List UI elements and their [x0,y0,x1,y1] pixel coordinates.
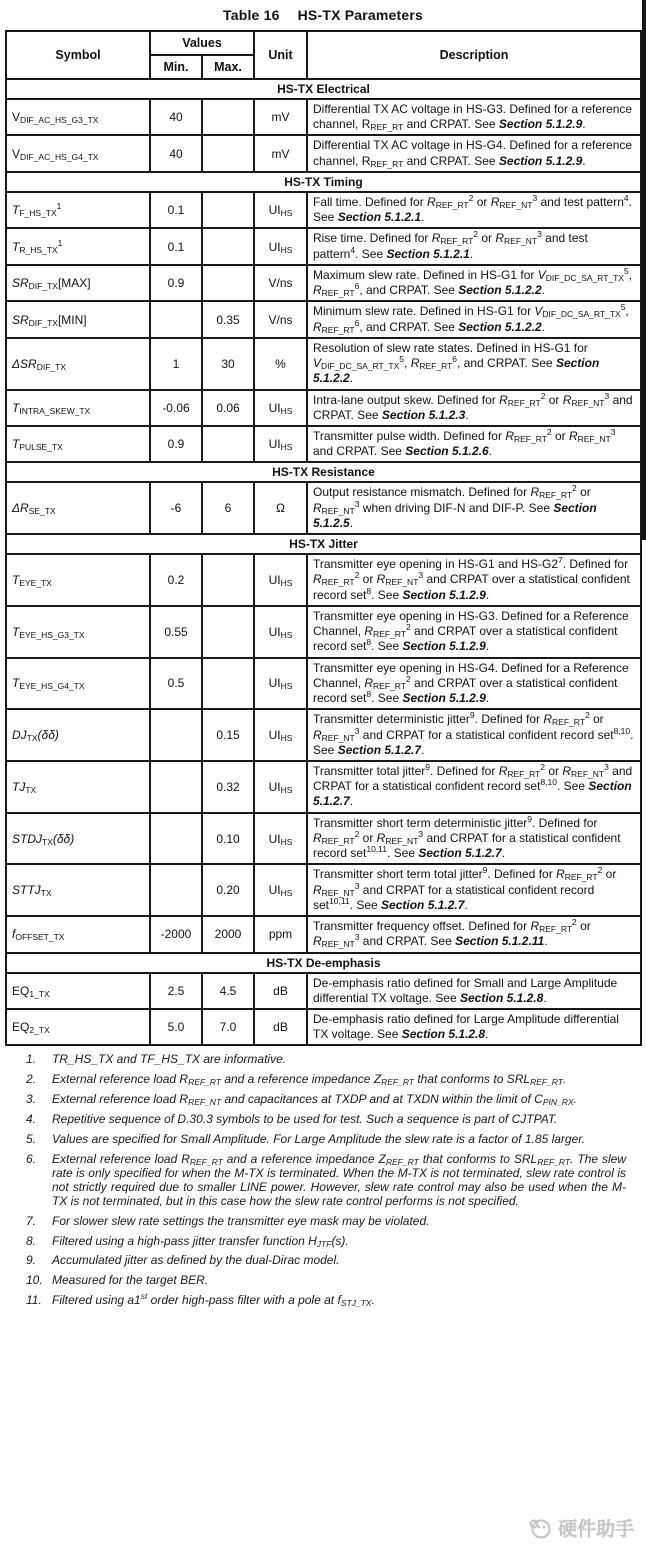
footnote-number: 9. [26,1253,37,1268]
footnote-number: 8. [26,1233,37,1248]
unit-cell: $UI_{HS}$ [254,192,307,228]
description-cell: Transmitter frequency offset. Defined for $R_{REF\_RT}^2$ or $R_{REF\_NT}^3$ and CRPAT. See Section 5.1.2.11. [307,916,641,952]
min-cell [150,301,202,337]
param-row [6,813,641,865]
symbol-cell: $T_{EYE\_HS\_G3\_TX}$ [6,606,150,658]
min-cell [150,709,202,761]
unit-cell: $UI_{HS}$ [254,813,307,865]
unit-cell: dB [254,1009,307,1045]
description-cell: Fall time. Defined for $R_{REF\_RT}^2$ or $R_{REF\_NT}^3$ and test pattern$^4$. See Section 5.1.2.1. [307,192,641,228]
description-cell: Transmitter deterministic jitter$^9$. Defined for $R_{REF\_RT}^2$ or $R_{REF\_NT}^3$ and CRPAT for a statistical confident record set$^{8,10}$. See Section 5.1.2.7. [307,709,641,761]
unit-cell: V/ns [254,265,307,301]
column-header-min: Min. [150,55,202,79]
param-row [6,973,641,1009]
max-cell: 0.15 [202,709,254,761]
max-cell: 4.5 [202,973,254,1009]
min-cell: 40 [150,99,202,135]
max-cell [202,135,254,171]
unit-cell: Ω [254,482,307,534]
unit-cell: $UI_{HS}$ [254,761,307,813]
min-cell: 1 [150,338,202,390]
symbol-cell: $EQ_{2\_TX}$ [6,1009,150,1045]
unit-cell: mV [254,99,307,135]
param-row [6,709,641,761]
min-cell [150,864,202,916]
footnote-text: Filtered using a1st order high-pass filter with a pole at $f_{STJ\_TX}$. [52,1291,375,1309]
description-cell: Differential TX AC voltage in HS-G3. Defined for a reference channel, $R_{REF\_RT}$ and CRPAT. See Section 5.1.2.9. [307,99,641,135]
description-cell: Transmitter pulse width. Defined for $R_{REF\_RT}^2$ or $R_{REF\_NT}^3$ and CRPAT. See Section 5.1.2.6. [307,426,641,462]
symbol-cell: $SR_{DIF\_TX}[MIN]$ [6,301,150,337]
max-cell: 0.20 [202,864,254,916]
description-cell: De-emphasis ratio defined for Large Amplitude differential TX voltage. See Section 5.1.2.8. [307,1009,641,1045]
min-cell: 0.1 [150,192,202,228]
max-cell: 7.0 [202,1009,254,1045]
description-cell: Transmitter eye opening in HS-G1 and $HS-G2^7$. Defined for $R_{REF\_RT}^2$ or $R_{REF\_NT}^3$ and CRPAT over a statistical confident record set$^8$. See Section 5.1.2.9. [307,554,641,606]
param-row [6,1009,641,1045]
symbol-cell: $T_{INTRA\_SKEW\_TX}$ [6,390,150,426]
min-cell: -2000 [150,916,202,952]
footnote-text: External reference load $R_{REF\_RT}$ and a reference impedance $Z_{REF\_RT}$ that conforms to $SRL_{REF\_RT}$. The slew rate is only specified for when the M-TX is terminated. When the M-TX is not terminated, slew rate control is not strictly required due to smaller LINE power. However, slew rate control may also be used when the M-TX is not terminated, but in this case how the slew rate control performs is not specified. [52,1152,626,1208]
parameters-table [5,30,642,1046]
footnote-number: 10. [26,1273,43,1288]
footnote-item [26,1053,626,1067]
footnote-text: Measured for the target BER. [52,1273,209,1288]
description-cell: Maximum slew rate. Defined in HS-G1 for $V_{DIF\_DC\_SA\_RT\_TX}^5$, $R_{REF\_RT}^6$, and CRPAT. See Section 5.1.2.2. [307,265,641,301]
param-row [6,426,641,462]
footnote-number: 2. [26,1072,37,1087]
footnote-item [26,1113,626,1127]
unit-cell: dB [254,973,307,1009]
param-row [6,658,641,710]
param-row [6,265,641,301]
footnote-text: TR_HS_TX and TF_HS_TX are informative. [52,1052,287,1067]
param-row [6,99,641,135]
symbol-cell: $V_{DIF\_AC\_HS\_G4\_TX}$ [6,135,150,171]
unit-cell: $UI_{HS}$ [254,554,307,606]
description-cell: De-emphasis ratio defined for Small and Large Amplitude differential TX voltage. See Section 5.1.2.8. [307,973,641,1009]
section-label: HS-TX Electrical [6,79,641,99]
watermark [528,1514,634,1541]
footnote-text: External reference load $R_{REF\_NT}$ and capacitances at TXDP and at TXDN within the limit of $C_{PIN\_RX}$. [52,1092,577,1108]
unit-cell: $UI_{HS}$ [254,658,307,710]
symbol-cell: $EQ_{1\_TX}$ [6,973,150,1009]
watermark-logo-icon [528,1516,552,1540]
symbol-cell: $T_{PULSE\_TX}$ [6,426,150,462]
max-cell [202,426,254,462]
unit-cell: $UI_{HS}$ [254,228,307,264]
min-cell: 0.2 [150,554,202,606]
symbol-cell: $\Delta SR_{DIF\_TX}$ [6,338,150,390]
min-cell: -6 [150,482,202,534]
symbol-cell: $T_{R\_HS\_TX}^1$ [6,228,150,264]
symbol-cell: $STTJ_{TX}$ [6,864,150,916]
section-row [6,79,641,99]
unit-cell: $UI_{HS}$ [254,606,307,658]
min-cell [150,813,202,865]
section-row [6,172,641,192]
param-row [6,916,641,952]
description-cell: Minimum slew rate. Defined in HS-G1 for $V_{DIF\_DC\_SA\_RT\_TX}^5$, $R_{REF\_RT}^6$, and CRPAT. See Section 5.1.2.2. [307,301,641,337]
footnote-number: 11. [26,1293,42,1308]
min-cell: 40 [150,135,202,171]
description-cell: Transmitter eye opening in HS-G3. Defined for a Reference Channel, $R_{REF\_RT}^2$ and CRPAT over a statistical confident record set$^8$. See Section 5.1.2.9. [307,606,641,658]
unit-cell: $UI_{HS}$ [254,426,307,462]
unit-cell: ppm [254,916,307,952]
max-cell: 0.06 [202,390,254,426]
column-header-description: Description [307,31,641,79]
footnote-number: 4. [26,1112,37,1127]
symbol-cell: $SR_{DIF\_TX}[MAX]$ [6,265,150,301]
footnote-number: 7. [26,1213,37,1228]
symbol-cell: $\Delta R_{SE\_TX}$ [6,482,150,534]
footnote-item [26,1153,626,1209]
description-cell: Transmitter short term deterministic jitter$^9$. Defined for $R_{REF\_RT}^2$ or $R_{REF\_NT}^3$ and CRPAT for a statistical confident record set$^{10,11}$. See Section 5.1.2.7. [307,813,641,865]
max-cell [202,265,254,301]
footnote-text: Values are specified for Small Amplitude. For Large Amplitude the slew rate is a factor of 1.85 larger. [52,1132,586,1147]
watermark-text: 硬件助手 [557,1519,634,1540]
description-cell: Differential TX AC voltage in HS-G4. Defined for a reference channel, $R_{REF\_RT}$ and CRPAT. See Section 5.1.2.9. [307,135,641,171]
param-row [6,482,641,534]
min-cell: -0.06 [150,390,202,426]
column-header-max: Max. [202,55,254,79]
max-cell [202,658,254,710]
symbol-cell: $TJ_{TX}$ [6,761,150,813]
footnote-item [26,1133,626,1147]
footnote-item [26,1291,626,1309]
section-label: HS-TX De-emphasis [6,953,641,973]
symbol-cell: $STDJ_{TX}(\delta\delta)$ [6,813,150,865]
min-cell: 5.0 [150,1009,202,1045]
footnote-item [26,1093,626,1107]
param-row [6,864,641,916]
max-cell: 30 [202,338,254,390]
table-header [6,31,641,79]
symbol-cell: $T_{EYE\_TX}$ [6,554,150,606]
footnote-item [26,1073,626,1087]
section-row [6,534,641,554]
param-row [6,192,641,228]
max-cell [202,554,254,606]
param-row [6,390,641,426]
description-cell: Rise time. Defined for $R_{REF\_RT}^2$ or $R_{REF\_NT}^3$ and test pattern$^4$. See Section 5.1.2.1. [307,228,641,264]
max-cell [202,99,254,135]
footnote-item [26,1254,626,1268]
symbol-cell: $T_{F\_HS\_TX}^1$ [6,192,150,228]
section-label: HS-TX Resistance [6,462,641,482]
unit-cell: $UI_{HS}$ [254,864,307,916]
symbol-cell: $T_{EYE\_HS\_G4\_TX}$ [6,658,150,710]
max-cell [202,606,254,658]
footnote-text: Filtered using a high-pass jitter transfer function $H_{JTF}(s)$. [52,1233,349,1249]
section-label: HS-TX Timing [6,172,641,192]
description-cell: Output resistance mismatch. Defined for $R_{REF\_RT}^2$ or $R_{REF\_NT}^3$ when driving DIF-N and DIF-P. See Section 5.1.2.5. [307,482,641,534]
min-cell: 0.5 [150,658,202,710]
min-cell: 2.5 [150,973,202,1009]
min-cell [150,761,202,813]
max-cell [202,192,254,228]
table-title: HS-TX Parameters [297,7,423,23]
table-body [6,79,641,1045]
max-cell: 6 [202,482,254,534]
max-cell: 0.10 [202,813,254,865]
param-row [6,606,641,658]
description-cell: Resolution of slew rate states. Defined in HS-G1 for $V_{DIF\_DC\_SA\_RT\_TX}^5$, $R_{REF\_RT}^6$, and CRPAT. See Section 5.1.2.2. [307,338,641,390]
unit-cell: mV [254,135,307,171]
section-row [6,953,641,973]
column-header-unit: Unit [254,31,307,79]
description-cell: Transmitter short term total jitter$^9$. Defined for $R_{REF\_RT}^2$ or $R_{REF\_NT}^3$ and CRPAT for a statistical confident record set$^{10,11}$. See Section 5.1.2.7. [307,864,641,916]
param-row [6,301,641,337]
max-cell: 0.32 [202,761,254,813]
footnote-text: For slower slew rate settings the transmitter eye mask may be violated. [52,1213,430,1228]
footnote-item [26,1235,626,1249]
footnote-number: 3. [26,1092,37,1107]
unit-cell: $UI_{HS}$ [254,709,307,761]
param-row [6,554,641,606]
column-header-values: Values [150,31,254,55]
description-cell: Transmitter eye opening in HS-G4. Defined for a Reference Channel, $R_{REF\_RT}^2$ and CRPAT over a statistical confident record set$^8$. See Section 5.1.2.9. [307,658,641,710]
symbol-cell: $V_{DIF\_AC\_HS\_G3\_TX}$ [6,99,150,135]
unit-cell: $UI_{HS}$ [254,390,307,426]
column-header-symbol: Symbol [6,31,150,79]
min-cell: 0.9 [150,265,202,301]
symbol-cell: $f_{OFFSET\_TX}$ [6,916,150,952]
unit-cell: % [254,338,307,390]
footnote-number: 1. [26,1052,37,1067]
footnote-text: External reference load $R_{REF\_RT}$ and a reference impedance $Z_{REF\_RT}$ that conforms to $SRL_{REF\_RT}$. [52,1072,567,1088]
symbol-cell: $DJ_{TX}(\delta\delta)$ [6,709,150,761]
max-cell: 2000 [202,916,254,952]
param-row [6,761,641,813]
param-row [6,228,641,264]
footnote-item [26,1274,626,1288]
scan-artifact-bar [642,0,646,540]
footnote-item [26,1215,626,1229]
max-cell [202,228,254,264]
footnote-text: Repetitive sequence of D.30.3 symbols to be used for test. Such a sequence is part of CJTPAT. [52,1112,558,1127]
description-cell: Transmitter total jitter$^9$. Defined for $R_{REF\_RT}^2$ or $R_{REF\_NT}^3$ and CRPAT for a statistical confident record set$^{8,10}$. See Section 5.1.2.7. [307,761,641,813]
min-cell: 0.9 [150,426,202,462]
param-row [6,135,641,171]
param-row [6,338,641,390]
footnote-number: 6. [26,1152,37,1167]
page-title [4,5,642,30]
max-cell: 0.35 [202,301,254,337]
min-cell: 0.55 [150,606,202,658]
min-cell: 0.1 [150,228,202,264]
section-row [6,462,641,482]
section-label: HS-TX Jitter [6,534,641,554]
table-number: Table 16 [223,7,280,23]
footnote-text: Accumulated jitter as defined by the dual-Dirac model. [52,1253,340,1268]
unit-cell: V/ns [254,301,307,337]
footnotes-list [26,1053,626,1308]
description-cell: Intra-lane output skew. Defined for $R_{REF\_RT}^2$ or $R_{REF\_NT}^3$ and CRPAT. See Section 5.1.2.3. [307,390,641,426]
footnote-number: 5. [26,1132,37,1147]
